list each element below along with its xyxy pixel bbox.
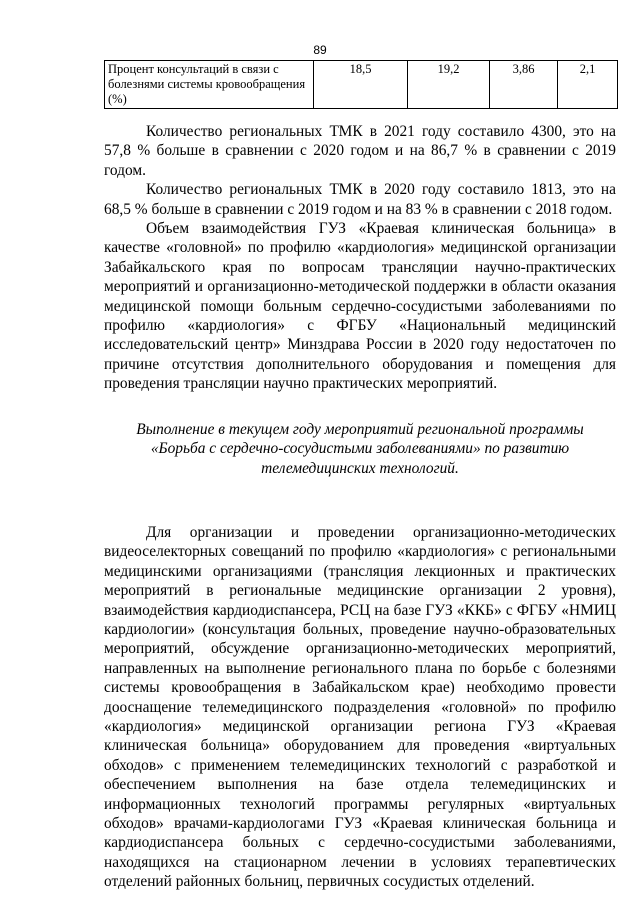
table-cell-value: 3,86: [490, 61, 558, 109]
table-row: [105, 61, 618, 109]
paragraph-telemedicine-plan: Для организации и проведении организационно-методических видеоселекторных совещаний по профилю «кардиология» с региональными медицинскими организациями (трансляция лекционных и практических мероприятий в региональные медицинские организации 2 уровня), взаимодействия кардиодиспансера, РСЦ на базе ГУЗ «ККБ» с ФГБУ «НМИЦ кардиологии» (консультация больных, проведение научно-образовательных мероприятий, обсуждение организационно-методических мероприятий, направленных на выполнение регионального плана по борьбе с болезнями системы кровообращения в Забайкальском крае) необходимо провести дооснащение телемедицинского подразделения «головной» по профилю «кардиология» медицинской организации региона ГУЗ «Краевая клиническая больница» оборудованием для проведения «виртуальных обходов» с применением телемедицинских технологий с разработкой и обеспечением выполнения на базе отдела телемедицинских и информационных технологий программы регулярных «виртуальных обходов» врачами-кардиологами ГУЗ «Краевая клиническая больница и кардиодиспансера больных с сердечно-сосудистыми заболеваниями, находящихся на стационарном лечении в условиях терапевтических отделений районных больниц, первичных сосудистых отделений.: [104, 523, 616, 891]
paragraph-tmk-2020: Количество региональных ТМК в 2020 году составило 1813, это на 68,5 % больше в сравнении с 2019 годом и на 83 % в сравнении с 2018 годом.: [104, 181, 616, 218]
table-cell-value: 19,2: [408, 61, 490, 109]
section-heading: Выполнение в текущем году мероприятий региональной программы «Борьба с сердечно-сосудистыми заболеваниями» по развитию телемедицинских технологий.: [136, 420, 584, 477]
page-number: 89: [313, 43, 327, 57]
body-text: [104, 122, 616, 892]
table-cell-label: Процент консультаций в связи с болезнями системы кровообращения (%): [105, 61, 314, 109]
paragraph-tmk-2021: Количество региональных ТМК в 2021 году составило 4300, это на 57,8 % больше в сравнении с 2020 годом и на 86,7 % в сравнении с 2019 годом.: [104, 123, 616, 179]
table-cell-value: 18,5: [314, 61, 408, 109]
table-cell-value: 2,1: [558, 61, 618, 109]
paragraph-cardiology-interaction: Объем взаимодействия ГУЗ «Краевая клиническая больница» в качестве «головной» по профилю «кардиология» медицинской организации Забайкальского края по вопросам трансляции научно-практических мероприятий и организационно-методической поддержки в области оказания медицинской помощи больным сердечно-сосудистыми заболеваниями по профилю «кардиология» с ФГБУ «Национальный медицинский исследовательский центр» Минздрава России в 2020 году недостаточен по причине отсутствия дополнительного оборудования и помещения для проведения трансляции научно практических мероприятий.: [104, 220, 616, 393]
stats-table: [104, 60, 618, 109]
